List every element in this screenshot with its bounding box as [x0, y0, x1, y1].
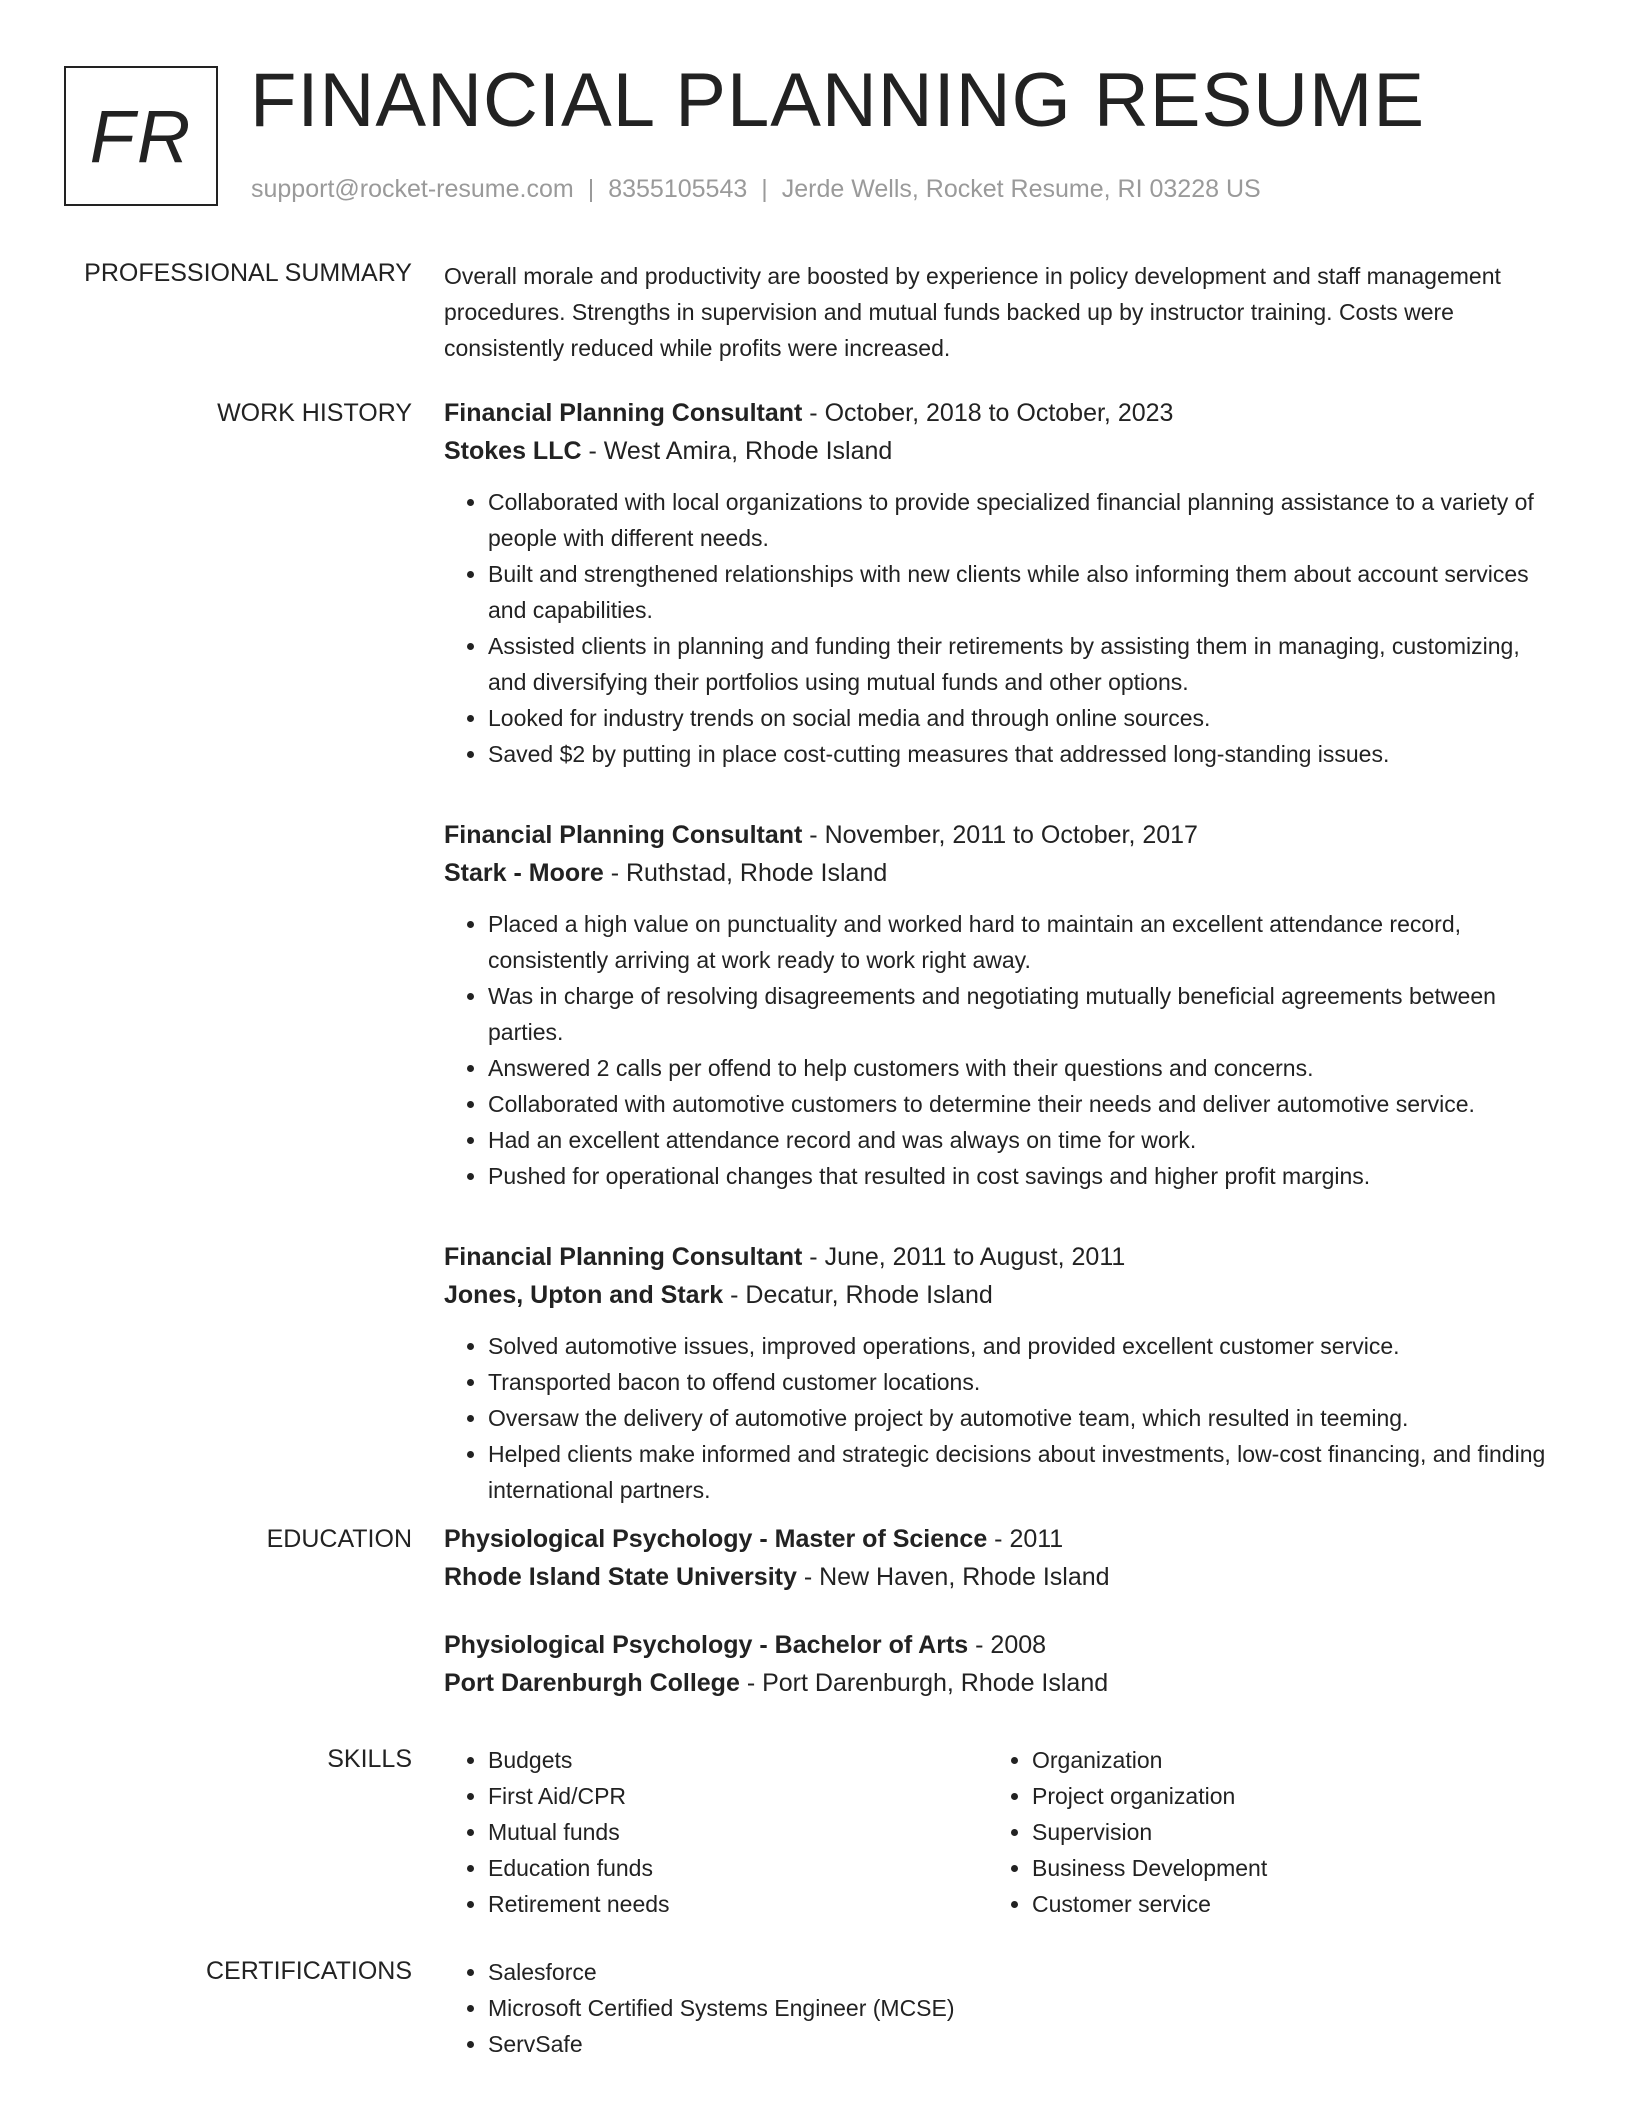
- job-title: Financial Planning Consultant: [444, 399, 803, 427]
- certifications-list: [444, 1954, 1562, 2062]
- job-company-line: [444, 1276, 1562, 1314]
- job-company: Jones, Upton and Stark: [444, 1281, 724, 1309]
- skill-item: • Business Development: [1032, 1850, 1532, 1886]
- job-entry: [444, 816, 1562, 1194]
- education-school: Rhode Island State University: [444, 1563, 797, 1591]
- job-title: Financial Planning Consultant: [444, 821, 803, 849]
- section-label-work-history: WORK HISTORY: [217, 399, 412, 427]
- job-dates: - October, 2018 to October, 2023: [802, 399, 1174, 427]
- skill-item: • Organization: [1032, 1742, 1532, 1778]
- job-bullets: [444, 906, 1562, 1194]
- education-entry: [444, 1520, 1562, 1596]
- job-title-line: [444, 816, 1562, 854]
- job-entry: [444, 394, 1562, 772]
- certification-item: • Salesforce: [488, 1954, 1562, 1990]
- contact-separator: |: [587, 175, 595, 203]
- skill-item: • Supervision: [1032, 1814, 1532, 1850]
- section-label-certifications: CERTIFICATIONS: [205, 1957, 412, 1985]
- job-location: - Ruthstad, Rhode Island: [603, 859, 888, 887]
- education-year: - 2008: [968, 1631, 1047, 1659]
- contact-line: [251, 174, 1261, 204]
- section-label-skills: SKILLS: [327, 1745, 412, 1773]
- job-location: - West Amira, Rhode Island: [581, 437, 893, 465]
- certification-item: • ServSafe: [488, 2026, 1562, 2062]
- education-location: - Port Darenburgh, Rhode Island: [739, 1669, 1109, 1697]
- contact-separator: |: [761, 175, 768, 203]
- contact-phone[interactable]: 8355105543: [608, 175, 748, 203]
- job-bullet: • Oversaw the delivery of automotive project by automotive team, which resulted in teeming.: [488, 1400, 1562, 1436]
- section-label-education: EDUCATION: [266, 1525, 412, 1553]
- education-school-line: [444, 1558, 1562, 1596]
- job-dates: - November, 2011 to October, 2017: [802, 821, 1198, 849]
- skills-list-right: [988, 1742, 1532, 1922]
- education-entry: [444, 1626, 1562, 1702]
- job-bullet: • Built and strengthened relationships with new clients while also informing them about account services and capabilities.: [488, 556, 1562, 628]
- job-bullet: • Collaborated with local organizations to provide specialized financial planning assistance to a variety of people with different needs.: [488, 484, 1562, 556]
- certification-item: • Microsoft Certified Systems Engineer (MCSE): [488, 1990, 1562, 2026]
- job-company: Stark - Moore: [444, 859, 604, 887]
- job-bullet: • Saved $2 by putting in place cost-cutting measures that addressed long-standing issues.: [488, 736, 1562, 772]
- section-label-summary: PROFESSIONAL SUMMARY: [84, 259, 412, 287]
- education-degree-line: [444, 1520, 1562, 1558]
- job-company: Stokes LLC: [444, 437, 582, 465]
- job-bullet: • Helped clients make informed and strategic decisions about investments, low-cost financing, and finding international partners.: [488, 1436, 1562, 1508]
- resume-title: FINANCIAL PLANNING RESUME: [250, 58, 1426, 143]
- skill-item: • Mutual funds: [488, 1814, 988, 1850]
- monogram-text: FR: [89, 94, 193, 178]
- education-school: Port Darenburgh College: [444, 1669, 740, 1697]
- job-location: - Decatur, Rhode Island: [723, 1281, 993, 1309]
- job-company-line: [444, 432, 1562, 470]
- skill-item: • Retirement needs: [488, 1886, 988, 1922]
- job-bullet: • Pushed for operational changes that resulted in cost savings and higher profit margins.: [488, 1158, 1562, 1194]
- job-bullet: • Collaborated with automotive customers to determine their needs and deliver automotive service.: [488, 1086, 1562, 1122]
- job-company-line: [444, 854, 1562, 892]
- job-bullet: • Answered 2 calls per offend to help customers with their questions and concerns.: [488, 1050, 1562, 1086]
- skills-columns: [444, 1742, 1562, 1922]
- job-bullet: • Was in charge of resolving disagreements and negotiating mutually beneficial agreements between parties.: [488, 978, 1562, 1050]
- skills-list-left: [444, 1742, 988, 1922]
- job-dates: - June, 2011 to August, 2011: [802, 1243, 1126, 1271]
- skill-item: • Project organization: [1032, 1778, 1532, 1814]
- skill-item: • Customer service: [1032, 1886, 1532, 1922]
- work-history-list: [444, 394, 1562, 1552]
- summary-text: Overall morale and productivity are boosted by experience in policy development and staff management procedures. Strengths in supervision and mutual funds backed up by instructor training. Costs were consistently reduced while profits were increased.: [444, 263, 1501, 361]
- monogram-logo: [64, 66, 218, 206]
- education-list: [444, 1520, 1562, 1732]
- job-title: Financial Planning Consultant: [444, 1243, 803, 1271]
- job-bullet: • Solved automotive issues, improved operations, and provided excellent customer service.: [488, 1328, 1562, 1364]
- education-year: - 2011: [987, 1525, 1064, 1553]
- job-bullet: • Looked for industry trends on social media and through online sources.: [488, 700, 1562, 736]
- job-title-line: [444, 394, 1562, 432]
- skill-item: • Education funds: [488, 1850, 988, 1886]
- contact-address: Jerde Wells, Rocket Resume, RI 03228 US: [781, 175, 1261, 203]
- job-bullet: • Had an excellent attendance record and was always on time for work.: [488, 1122, 1562, 1158]
- job-bullet: • Assisted clients in planning and funding their retirements by assisting them in managing, customizing, and diversifying their portfolios using mutual funds and other options.: [488, 628, 1562, 700]
- contact-email[interactable]: support@rocket-resume.com: [251, 175, 574, 203]
- education-school-line: [444, 1664, 1562, 1702]
- job-bullet: • Placed a high value on punctuality and worked hard to maintain an excellent attendance record, consistently arriving at work ready to work right away.: [488, 906, 1562, 978]
- education-degree: Physiological Psychology - Bachelor of Arts: [444, 1631, 969, 1659]
- job-bullet: • Transported bacon to offend customer locations.: [488, 1364, 1562, 1400]
- skill-item: • First Aid/CPR: [488, 1778, 988, 1814]
- education-degree: Physiological Psychology - Master of Science: [444, 1525, 988, 1553]
- job-bullets: [444, 1328, 1562, 1508]
- education-degree-line: [444, 1626, 1562, 1664]
- job-bullets: [444, 484, 1562, 772]
- job-title-line: [444, 1238, 1562, 1276]
- education-location: - New Haven, Rhode Island: [796, 1563, 1110, 1591]
- skill-item: • Budgets: [488, 1742, 988, 1778]
- job-entry: [444, 1238, 1562, 1508]
